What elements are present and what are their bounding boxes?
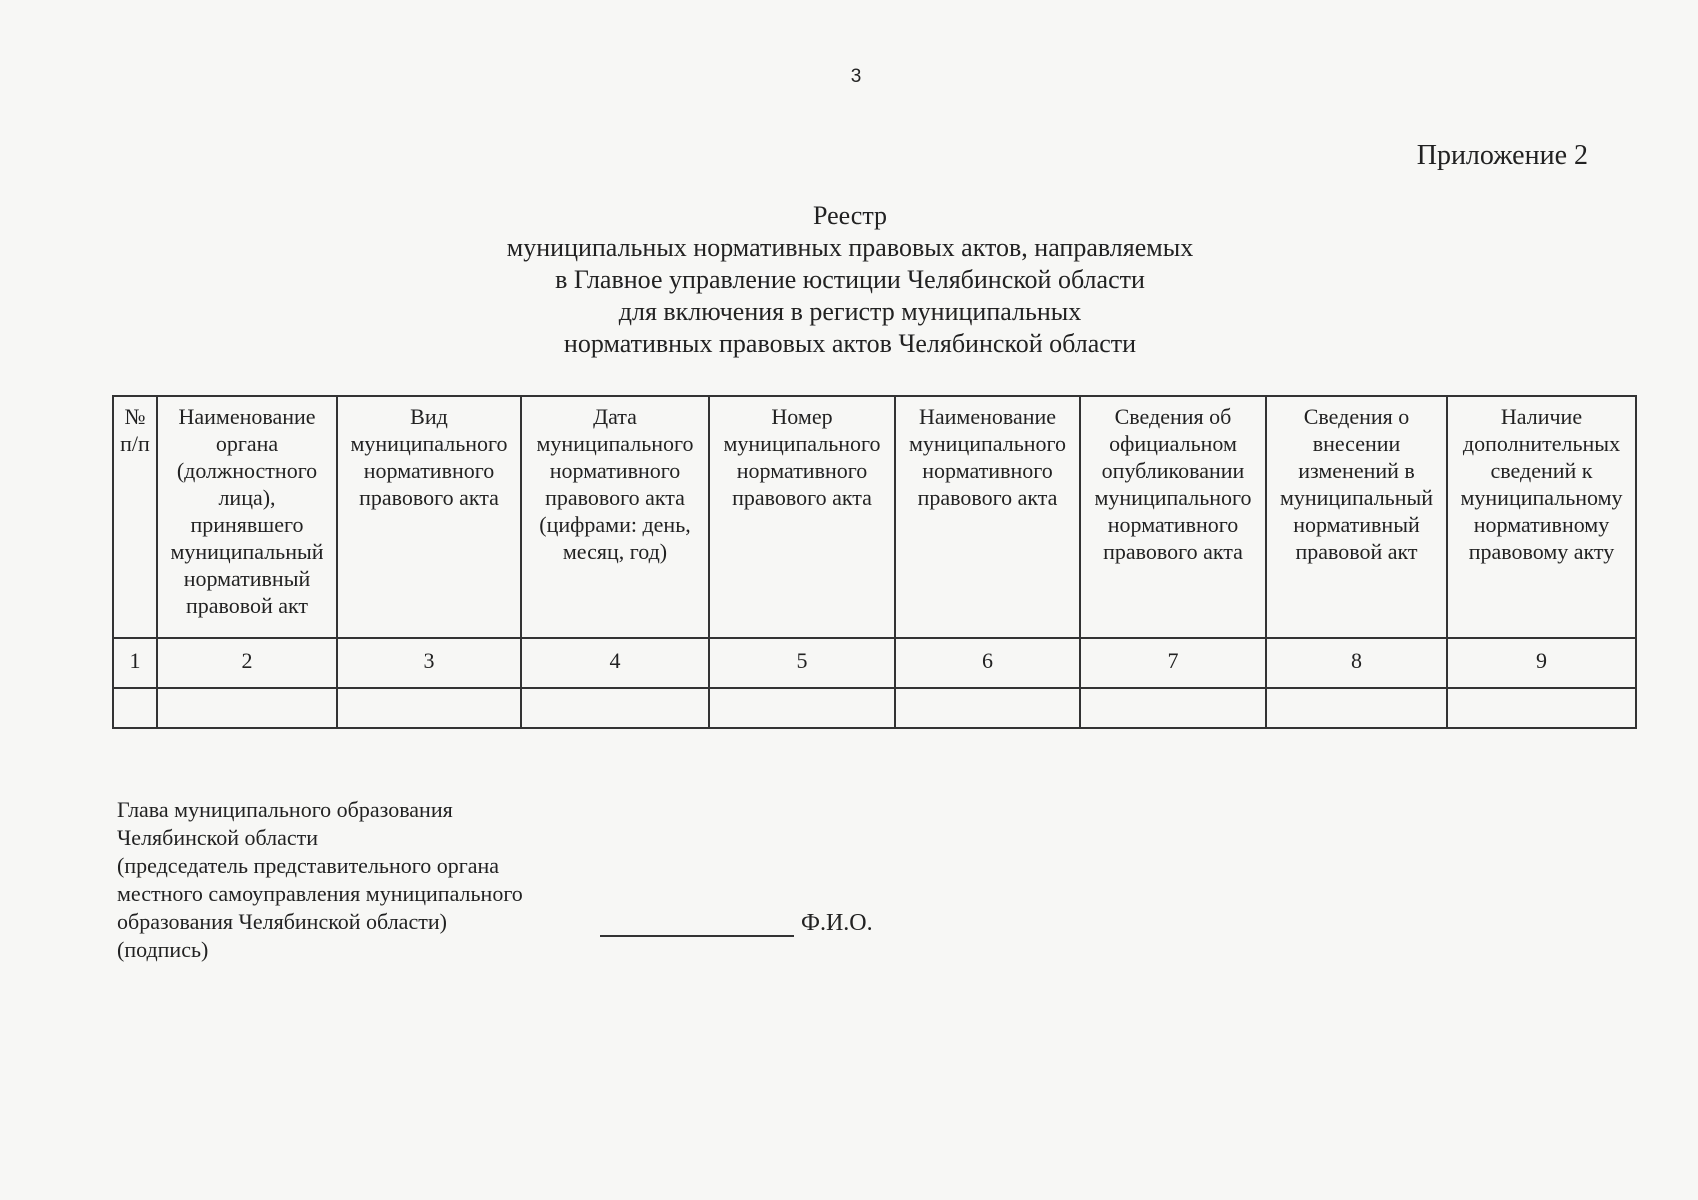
- header-line: нормативный: [183, 566, 311, 591]
- header-line: правового акта: [359, 485, 499, 510]
- title-line: муниципальных нормативных правовых актов, направляемых: [506, 233, 1194, 262]
- signature-line-text: местного самоуправления муниципального: [117, 881, 523, 906]
- header-line: Сведения об: [1114, 404, 1232, 429]
- header-line: Номер: [771, 404, 833, 429]
- header-line: нормативного: [363, 458, 495, 483]
- header-line: муниципального: [1094, 485, 1252, 510]
- header-line: правового акта: [545, 485, 685, 510]
- empty-cell: [1080, 688, 1266, 728]
- header-line: нормативному: [1473, 512, 1610, 537]
- empty-cell: [157, 688, 337, 728]
- header-line: органа: [215, 431, 279, 456]
- header-line: сведений к: [1490, 458, 1593, 483]
- header-line: принявшего: [190, 512, 304, 537]
- column-number-cell: 4: [521, 638, 709, 688]
- header-cell-amendments: [1266, 396, 1447, 638]
- header-cell-date: [521, 396, 709, 638]
- header-line: муниципальный: [170, 539, 324, 564]
- column-number-cell: 3: [337, 638, 521, 688]
- header-cell-text: [161, 403, 333, 619]
- signature-line-text: Глава муниципального образования: [117, 797, 453, 822]
- header-cell-act-name: [895, 396, 1080, 638]
- empty-cell: [113, 688, 157, 728]
- title-line: нормативных правовых актов Челябинской области: [563, 329, 1137, 358]
- header-line: нормативный: [1293, 512, 1420, 537]
- table-header-row: [113, 396, 1636, 638]
- column-number-cell: 6: [895, 638, 1080, 688]
- header-line: нормативного: [922, 458, 1053, 483]
- header-line: муниципального: [908, 431, 1066, 456]
- header-line: официальном: [1109, 431, 1237, 456]
- header-line: лица),: [218, 485, 276, 510]
- signature-underline: [600, 935, 794, 937]
- header-line: месяц, год): [562, 539, 668, 564]
- appendix-label: Приложение 2: [1416, 140, 1588, 171]
- column-number-cell: 8: [1266, 638, 1447, 688]
- header-line: нормативного: [1107, 512, 1239, 537]
- page-number: 3: [850, 66, 862, 87]
- header-line: (цифрами: день,: [539, 512, 691, 537]
- header-line: Наименование: [178, 404, 316, 429]
- column-number-row: [113, 638, 1636, 688]
- title-line: для включения в регистр муниципальных: [618, 297, 1082, 326]
- header-line: правовой акт: [1295, 539, 1418, 564]
- empty-cell: [337, 688, 521, 728]
- header-line: опубликовании: [1101, 458, 1245, 483]
- header-line: дополнительных: [1462, 431, 1621, 456]
- column-number-cell: 2: [157, 638, 337, 688]
- signature-line-text: (председатель представительного органа: [117, 853, 500, 878]
- header-cell-text: [899, 403, 1076, 511]
- header-line: правового акта: [1103, 539, 1243, 564]
- title-line: Реестр: [812, 201, 888, 230]
- header-line: муниципального: [536, 431, 694, 456]
- header-line: Сведения о: [1303, 404, 1410, 429]
- header-cell-text: [525, 403, 705, 565]
- title-line: в Главное управление юстиции Челябинской области: [555, 265, 1145, 294]
- header-line: Наименование: [918, 404, 1057, 429]
- header-cell-act-number: [709, 396, 895, 638]
- empty-cell: [1266, 688, 1447, 728]
- header-cell-text: [1451, 403, 1632, 565]
- header-cell-text: [1270, 403, 1443, 565]
- signature-block: [117, 796, 523, 964]
- header-line: Дата: [593, 404, 637, 429]
- empty-cell: [895, 688, 1080, 728]
- header-line: муниципальному: [1460, 485, 1623, 510]
- header-cell-additional: [1447, 396, 1636, 638]
- header-cell-number: [113, 396, 157, 638]
- header-line: внесении: [1312, 431, 1401, 456]
- fio-label: Ф.И.О.: [801, 910, 873, 936]
- empty-data-row: [113, 688, 1636, 728]
- header-cell-text: [117, 403, 153, 457]
- empty-cell: [709, 688, 895, 728]
- header-line: правовому акту: [1468, 539, 1615, 564]
- header-line: правового акта: [917, 485, 1058, 510]
- header-line: муниципальный: [1279, 485, 1434, 510]
- header-line: п/п: [120, 431, 150, 456]
- header-line: нормативного: [736, 458, 868, 483]
- header-line: правового акта: [732, 485, 872, 510]
- registry-table: [112, 395, 1637, 729]
- empty-cell: [1447, 688, 1636, 728]
- column-number-cell: 7: [1080, 638, 1266, 688]
- column-number-cell: 5: [709, 638, 895, 688]
- header-line: муниципального: [350, 431, 508, 456]
- document-title: [470, 200, 1230, 360]
- header-line: Наличие: [1500, 404, 1583, 429]
- header-cell-text: [713, 403, 891, 511]
- header-line: правовой акт: [185, 593, 309, 618]
- signature-line-text: Челябинской области: [117, 825, 319, 850]
- header-line: (должностного: [176, 458, 318, 483]
- signature-line-text: образования Челябинской области): [117, 909, 447, 934]
- header-cell-organ: [157, 396, 337, 638]
- header-line: №: [124, 404, 146, 429]
- header-line: муниципального: [723, 431, 881, 456]
- header-line: нормативного: [549, 458, 681, 483]
- header-cell-publication: [1080, 396, 1266, 638]
- header-cell-text: [341, 403, 517, 511]
- header-cell-type: [337, 396, 521, 638]
- signature-line-text: (подпись): [117, 937, 209, 962]
- column-number-cell: 1: [113, 638, 157, 688]
- header-line: изменений в: [1298, 458, 1415, 483]
- empty-cell: [521, 688, 709, 728]
- header-cell-text: [1084, 403, 1262, 565]
- column-number-cell: 9: [1447, 638, 1636, 688]
- header-line: Вид: [410, 404, 448, 429]
